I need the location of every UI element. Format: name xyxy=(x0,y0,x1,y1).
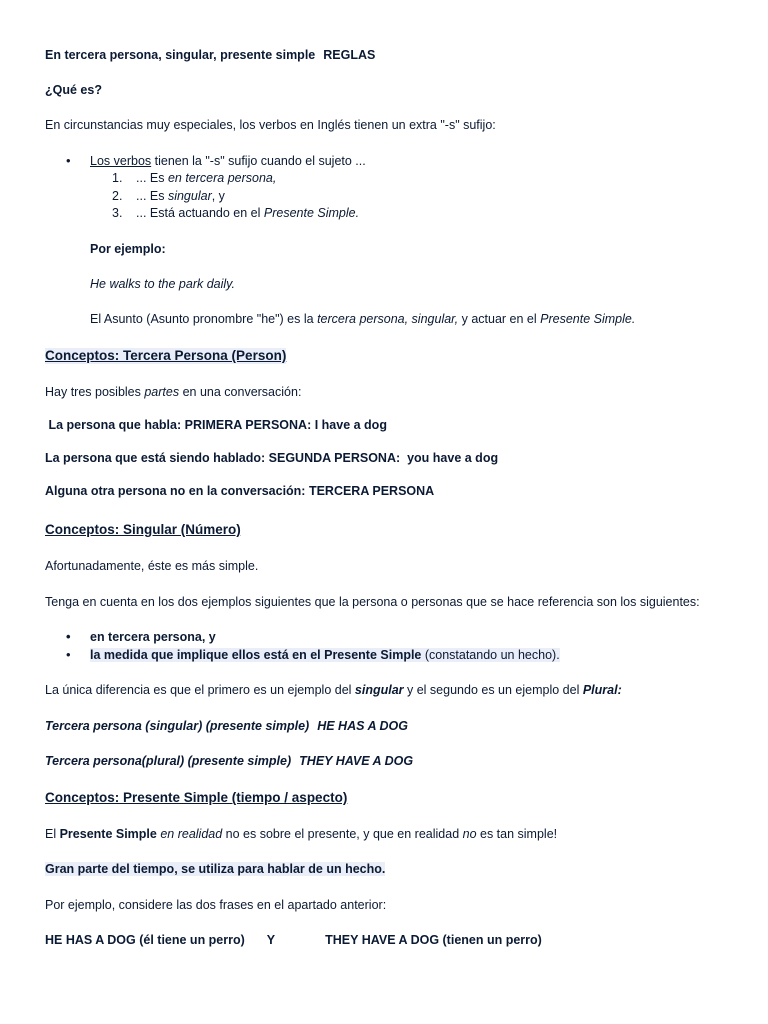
second-person-line: La persona que está siendo hablado: SEGUNDA PERSONA: you have a dog xyxy=(45,451,499,465)
ps-tail: es tan simple! xyxy=(476,827,558,841)
asunto-text: El Asunto (Asunto pronombre "he") es la xyxy=(90,312,318,326)
ps-text-2: no es sobre el presente, y que en realidad xyxy=(222,827,463,841)
ps-bold: Presente Simple xyxy=(59,827,157,841)
list-emphasis: Presente Simple. xyxy=(263,206,360,220)
fact-text: Gran parte del tiempo, se utiliza para hablar de un hecho. xyxy=(45,862,386,876)
example-plural-sentence: THEY HAVE A DOG xyxy=(299,754,414,768)
final-examples xyxy=(45,932,542,948)
bullet-text: la medida que implique ellos está en el xyxy=(90,648,325,662)
asunto-text-2: y actuar en el xyxy=(458,312,541,326)
section-heading-singular: Conceptos: Singular (Número) xyxy=(45,522,241,537)
bullet-verbs xyxy=(90,153,366,169)
bullet-third-person: • en tercera persona, y xyxy=(90,629,216,645)
doc-title xyxy=(45,47,375,63)
list-number: 2. xyxy=(112,189,123,203)
list-item xyxy=(112,188,225,204)
difference-text: La única diferencia es que el primero es un ejemplo del xyxy=(45,683,355,697)
difference-plural: Plural: xyxy=(582,683,622,697)
list-number: 1. xyxy=(112,171,123,185)
paragraph-present-simple xyxy=(45,826,557,842)
section-heading-present: Conceptos: Presente Simple (tiempo / aspecto) xyxy=(45,790,348,805)
bullet-emphasis: Presente Simple xyxy=(324,648,422,662)
list-text: ... Es xyxy=(136,171,168,185)
paragraph-fact xyxy=(45,861,385,877)
difference-singular: singular xyxy=(354,683,404,697)
bullet-verbs-text: tienen la "-s" sufijo cuando el sujeto ... xyxy=(151,154,366,168)
intro-paragraph: En circunstancias muy especiales, los verbos en Inglés tienen un extra "-s" sufijo: xyxy=(45,118,496,132)
asunto-paragraph xyxy=(90,311,635,327)
list-item xyxy=(112,205,359,221)
doc-title-tag: REGLAS xyxy=(323,48,376,62)
first-person-line: La persona que habla: PRIMERA PERSONA: I have a dog xyxy=(45,418,387,432)
list-text: ... Está actuando en el xyxy=(136,206,264,220)
list-tail: , y xyxy=(211,189,225,203)
paragraph-difference xyxy=(45,682,622,698)
example-singular xyxy=(45,718,408,734)
ps-italic-2: no xyxy=(462,827,477,841)
bullet-tail: (constatando un hecho). xyxy=(421,648,560,662)
ps-text: El xyxy=(45,827,60,841)
ps-italic: en realidad xyxy=(156,827,223,841)
asunto-emphasis-2: Presente Simple. xyxy=(540,312,636,326)
question-heading: ¿Qué es? xyxy=(45,83,102,97)
paragraph-note: Tenga en cuenta en los dos ejemplos siguientes que la persona o personas que se hace referencia son los siguientes: xyxy=(45,595,700,609)
example-singular-sentence: HE HAS A DOG xyxy=(317,719,408,733)
difference-text-2: y el segundo es un ejemplo del xyxy=(403,683,583,697)
example-sentence: He walks to the park daily. xyxy=(90,277,235,291)
parts-emphasis: partes xyxy=(144,385,180,399)
parts-tail: en una conversación: xyxy=(179,385,302,399)
verbs-link[interactable]: Los verbos xyxy=(90,154,152,168)
paragraph-consider: Por ejemplo, considere las dos frases en el apartado anterior: xyxy=(45,898,387,912)
list-number: 3. xyxy=(112,206,123,220)
example-plural xyxy=(45,753,413,769)
doc-title-text: En tercera persona, singular, presente simple xyxy=(45,48,316,62)
section-heading-person: Conceptos: Tercera Persona (Person) xyxy=(45,348,287,363)
asunto-emphasis: tercera persona, singular, xyxy=(317,312,459,326)
list-emphasis: en tercera persona, xyxy=(167,171,277,185)
final-conjunction: Y xyxy=(266,933,276,947)
example-singular-label: Tercera persona (singular) (presente simple) xyxy=(45,719,310,733)
paragraph-parts xyxy=(45,384,301,400)
parts-text: Hay tres posibles xyxy=(45,385,145,399)
paragraph-fortunately: Afortunadamente, éste es más simple. xyxy=(45,559,259,573)
final-example-1: HE HAS A DOG (él tiene un perro) xyxy=(45,933,245,947)
final-example-2: THEY HAVE A DOG (tienen un perro) xyxy=(325,933,542,947)
example-label: Por ejemplo: xyxy=(90,242,166,256)
list-text: ... Es xyxy=(136,189,168,203)
example-plural-label: Tercera persona(plural) (presente simple) xyxy=(45,754,292,768)
bullet-present-simple xyxy=(90,647,560,663)
list-item xyxy=(112,170,276,186)
list-emphasis: singular xyxy=(167,189,212,203)
third-person-line: Alguna otra persona no en la conversación: TERCERA PERSONA xyxy=(45,484,435,498)
